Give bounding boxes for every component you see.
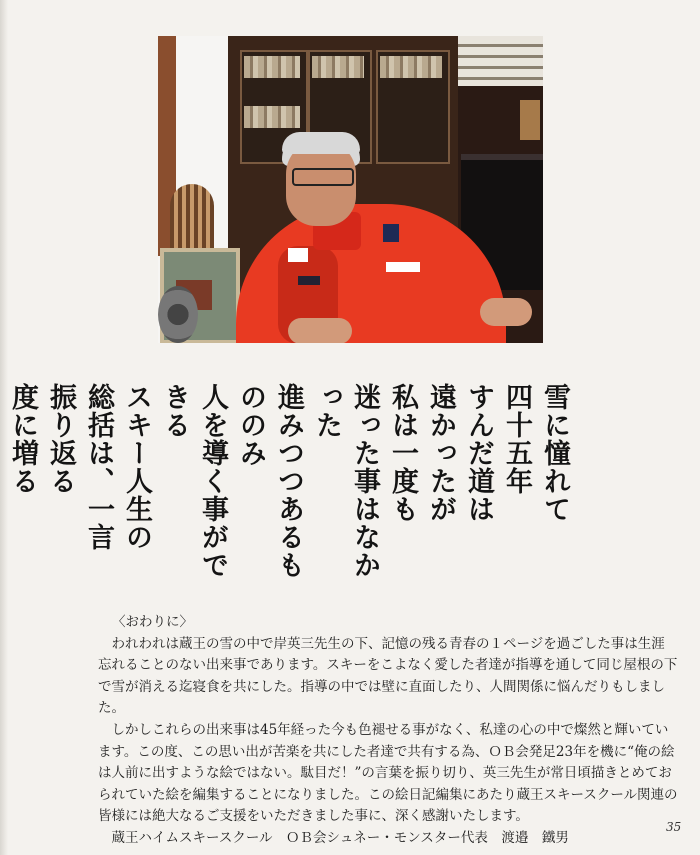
photo-jacket-patch: [386, 262, 420, 272]
photo-glasses: [292, 168, 354, 186]
calligraphy-line: 度に増る: [7, 383, 38, 495]
portrait-photo: [158, 36, 543, 343]
photo-books: [380, 56, 442, 78]
calligraphy-line: スキー人生の: [121, 383, 152, 551]
calligraphy-poem: [7, 383, 573, 583]
calligraphy-line: すんだ道は: [463, 383, 494, 523]
calligraphy-line: 総括は、一言: [83, 383, 114, 551]
calligraphy-line: [0, 383, 3, 583]
photo-fan: [158, 286, 198, 343]
photo-books: [244, 56, 300, 78]
calligraphy-line: 遠かったが: [425, 383, 456, 523]
calligraphy-line: 進みつつあるもののみ: [235, 383, 304, 579]
afterword-paragraph-2: しかしこれらの出来事は45年経った今も色褪せる事がなく、私達の心の中で燦然と輝いています。この度、この思い出が苦楽を共にした者達で共有する為、ＯＢ会発足23年を機に“俺の絵は人前に出すような絵ではない。駄目だ！”の言葉を振り切り、英三先生が常日頃描きとめておられていた絵を編集することになりました。この絵日記編集にあたり蔵王スキースクール関連の皆様には絶大なるご支援をいただきました事に、深く感謝いたします。: [98, 721, 678, 825]
photo-left-hand: [288, 318, 352, 343]
photo-books: [244, 106, 300, 128]
afterword-paragraph-1: われわれは蔵王の雪の中で岸英三先生の下、記憶の残る青春の１ページを過ごした事は生涯忘れることのない出来事であります。スキーをこよなく愛した者達が指導を通して同じ屋根の下で雪が消える迄寝食を共にした。指導の中では壁に直面したり、人間関係に悩んだりもしました。: [98, 635, 678, 717]
photo-right-hand: [480, 298, 532, 326]
calligraphy-line: 雪に憧れて: [539, 383, 570, 523]
photo-jacket-patch: [383, 224, 399, 242]
calligraphy-line: 振り返る: [45, 383, 76, 495]
afterword: [98, 612, 678, 850]
calligraphy-line: 私は一度も: [387, 383, 418, 523]
photo-books: [312, 56, 364, 78]
photo-binders: [458, 36, 543, 86]
photo-hair-top: [282, 132, 360, 154]
photo-jacket-patch: [298, 276, 320, 285]
calligraphy-line: 迷った事はなかった: [311, 383, 380, 579]
afterword-signature: 蔵王ハイムスキースクール ＯＢ会シュネー・モンスター代表 渡邉 鐵男: [111, 829, 569, 846]
page-number: 35: [666, 820, 682, 834]
afterword-heading: 〈おわりに〉: [112, 614, 193, 630]
photo-jacket-patch: [288, 248, 308, 262]
calligraphy-line: 人を導く事ができる: [159, 383, 228, 579]
photo-small-frame: [520, 100, 540, 140]
calligraphy-line: 四十五年: [501, 383, 532, 495]
